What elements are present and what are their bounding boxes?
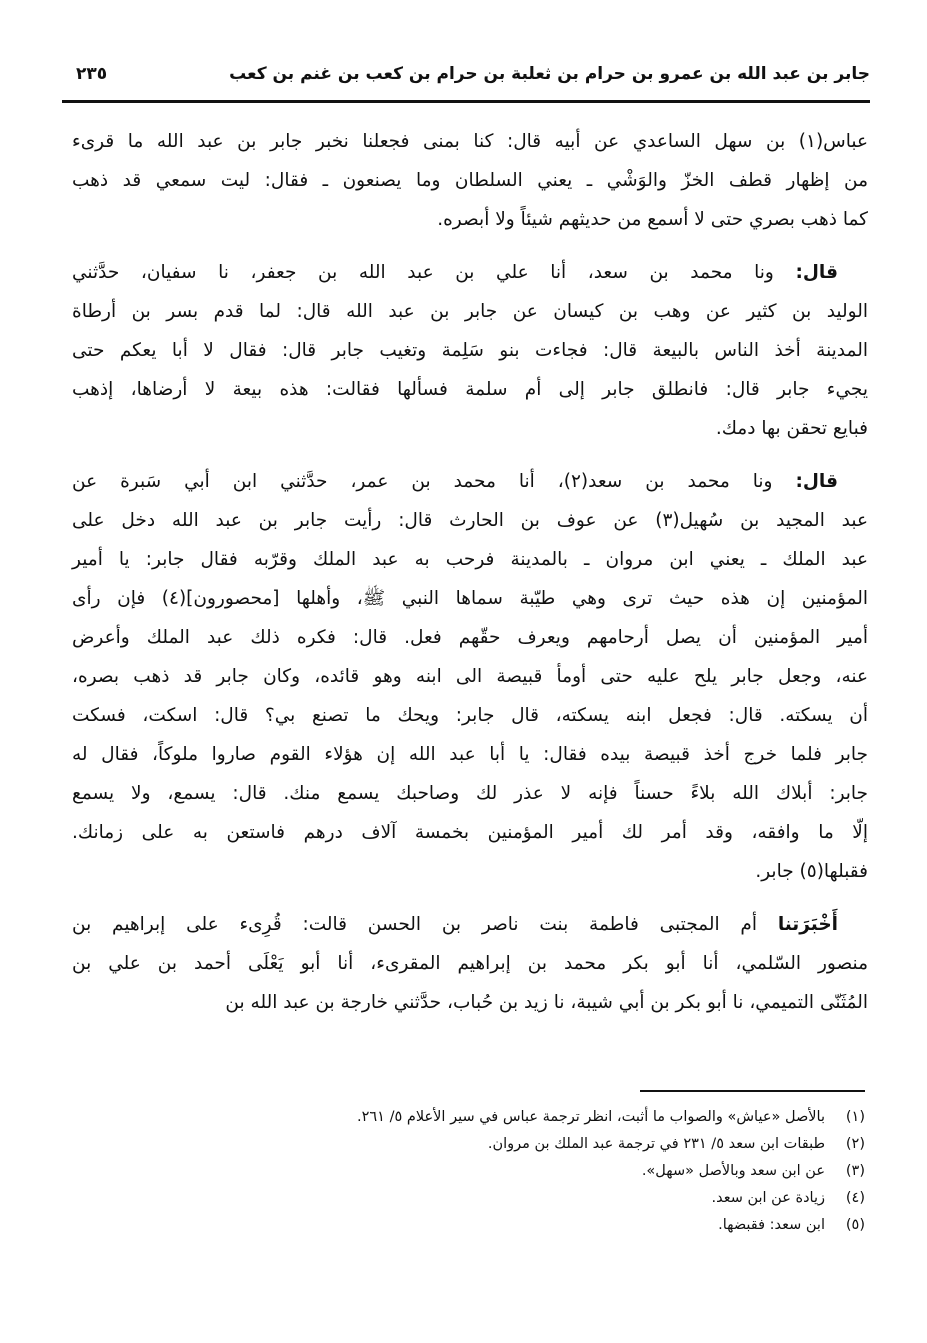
paragraph-lead: قال: <box>795 471 838 492</box>
line-text: ونا محمد بن سعد، أنا علي بن عبد الله بن جعفر، نا سفيان، حدَّثني <box>72 262 774 283</box>
running-header <box>62 58 870 103</box>
text-line <box>72 657 868 696</box>
footnote <box>105 1185 865 1212</box>
line-text: يجيء جابر قال: فانطلق جابر إلى أم سلمة فسألها فقالت: هذه بيعة لا أرضاها، إذهب <box>72 379 868 400</box>
line-text: أم المجتبى فاطمة بنت ناصر بن الحسن قالت: قُرِىء على إبراهيم بن <box>72 914 758 935</box>
line-text: فبايع تحقن بها دمك. <box>715 418 868 439</box>
line-text: أمير المؤمنين أن يصل أرحامهم ويعرف حقّهم فعل. قال: فكره ذلك عبد الملك وأعرض <box>72 627 868 648</box>
text-line <box>72 200 868 239</box>
text-line <box>72 253 868 292</box>
line-text: فقبلها(٥) جابر. <box>755 861 868 882</box>
page-number: ٢٣٥ <box>76 64 108 84</box>
line-text: منصور السّلمي، أنا أبو بكر محمد بن إبراهيم المقرىء، أنا أبو يَعْلَى أحمد بن علي بن <box>72 953 868 974</box>
text-line <box>72 983 868 1022</box>
text-line <box>72 331 868 370</box>
text-line <box>72 540 868 579</box>
footnote <box>105 1212 865 1239</box>
text-line <box>72 774 868 813</box>
text-line <box>72 905 868 944</box>
footnote-number: (٢) <box>845 1136 865 1152</box>
text-line <box>72 409 868 448</box>
paragraph <box>72 253 868 448</box>
footnote-text: زيادة عن ابن سعد. <box>711 1190 825 1206</box>
footnote <box>105 1131 865 1158</box>
line-text: عباس(١) بن سهل الساعدي عن أبيه قال: كنا بمنى فجعلنا نخبر جابر بن عبد الله ما قرىء <box>72 131 868 152</box>
text-line <box>72 370 868 409</box>
footnotes <box>105 1104 865 1239</box>
footnote-text: طبقات ابن سعد ٥/ ٢٣١ في ترجمة عبد الملك بن مروان. <box>487 1136 825 1152</box>
line-text: من إظهار قطف الخزّ والوَشْي ـ يعني السلطان وما يصنعون ـ فقال: ليت سمعي قد ذهب <box>72 170 868 191</box>
line-text: ونا محمد بن سعد(٢)، أنا محمد بن عمر، حدَّثني ابن أبي سَبرة عن <box>72 471 773 492</box>
text-line <box>72 292 868 331</box>
footnote-number: (١) <box>845 1109 865 1125</box>
text-line <box>72 618 868 657</box>
text-line <box>72 735 868 774</box>
footnote <box>105 1158 865 1185</box>
running-title: جابر بن عبد الله بن عمرو بن حرام بن ثعلبة بن حرام بن كعب بن غنم بن كعب <box>229 64 870 84</box>
paragraph <box>72 462 868 891</box>
footnote-text: بالأصل «عياش» والصواب ما أثبت، انظر ترجمة عباس في سير الأعلام ٥/ ٢٦١. <box>356 1109 825 1125</box>
footnote-number: (٣) <box>845 1163 865 1179</box>
line-text: الوليد بن كثير عن وهب بن كيسان عن جابر بن عبد الله قال: لما قدم بسر بن أرطاة <box>72 301 868 322</box>
paragraph <box>72 122 868 239</box>
text-line <box>72 579 868 618</box>
footnote-divider <box>640 1090 865 1092</box>
text-line <box>72 696 868 735</box>
paragraph <box>72 905 868 1022</box>
line-text: عبد المجيد بن سُهيل(٣) عن عوف بن الحارث قال: رأيت جابر بن عبد الله دخل على <box>72 510 868 531</box>
line-text: جابر فلما خرج أخذ قبيصة بيده فقال: يا أبا عبد الله إن هؤلاء القوم صاروا ملوكاً، فقال له <box>72 744 868 765</box>
footnote-text: ابن سعد: فقبضها. <box>718 1217 825 1233</box>
text-line <box>72 944 868 983</box>
main-text <box>72 122 868 1036</box>
footnote-text: عن ابن سعد وبالأصل «سهل». <box>641 1163 825 1179</box>
footnote <box>105 1104 865 1131</box>
line-text: المُثَنّى التميمي، نا أبو بكر بن أبي شيبة، نا زيد بن حُباب، حدَّثني خارجة بن عبد الله بن <box>225 992 868 1013</box>
line-text: عبد الملك ـ يعني ابن مروان ـ بالمدينة فرحب به عبد الملك وقرّبه فقال جابر: يا أمير <box>72 549 868 570</box>
paragraph-lead: أَخْبَرَتنا <box>777 914 838 935</box>
line-text: كما ذهب بصري حتى لا أسمع من حديثهم شيئاً ولا أبصره. <box>437 209 868 230</box>
line-text: المؤمنين إن هذه حيث ترى وهي طيّبة سماها النبي ﷺ، وأهلها [محصورون](٤) فإن رأى <box>72 588 868 609</box>
text-line <box>72 852 868 891</box>
text-line <box>72 501 868 540</box>
paragraph-lead: قال: <box>795 262 838 283</box>
text-line <box>72 813 868 852</box>
line-text: جابر: أبلاك الله بلاءً حسناً فإنه لا عذر لك وصاحبك يسمع منك. قال: يسمع، ولا يسمع <box>72 783 868 804</box>
line-text: عنه، وجعل جابر يلح عليه حتى أومأ قبيصة الى ابنه وهو قائده، وكان جابر قد ذهب بصره، <box>72 666 868 687</box>
line-text: إلّا ما وافقه، وقد أمر لك أمير المؤمنين بخمسة آلاف درهم فاستعن به على زمانك. <box>72 822 868 843</box>
footnote-number: (٥) <box>845 1217 865 1233</box>
text-line <box>72 122 868 161</box>
text-line <box>72 161 868 200</box>
footnote-number: (٤) <box>845 1190 865 1206</box>
line-text: أن يسكته. قال: فجعل ابنه يسكته، قال جابر: ويحك ما تصنع بي؟ قال: اسكت، فسكت <box>72 705 868 726</box>
line-text: المدينة أخذ الناس بالبيعة قال: فجاءت بنو سَلِمة وتغيب جابر قال: فقال لا أبا يعكم حتى <box>72 340 868 361</box>
text-line <box>72 462 868 501</box>
